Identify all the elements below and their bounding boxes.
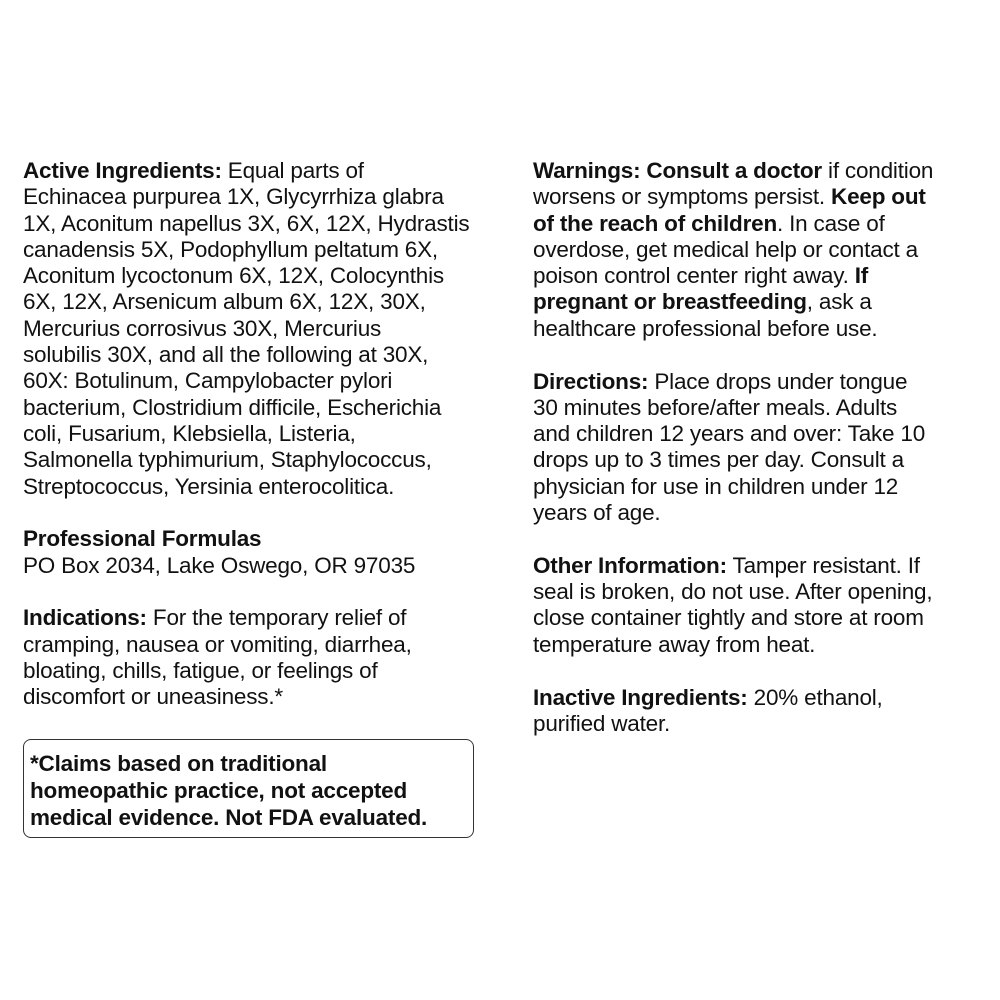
directions-line: 30 minutes before/after meals. Adults [533,394,898,420]
warnings-line: healthcare professional before use. [533,315,878,341]
inactive-ingredients-label: Inactive Ingredients: [533,684,748,710]
warnings-line: Warnings: Consult a doctor if condition [533,158,934,183]
warnings-line: overdose, get medical help or contact a [533,236,918,262]
company-name: Professional Formulas [23,526,262,552]
left-column [23,158,515,838]
active-ingredients-line: Aconitum lycoctonum 6X, 12X, Colocynthis [23,263,444,289]
directions-line: and children 12 years and over: Take 10 [533,421,926,447]
active-ingredients-line: coli, Fusarium, Klebsiella, Listeria, [23,420,356,446]
company-section [23,526,515,579]
other-information-line: temperature away from heat. [533,631,816,657]
right-column [533,158,983,764]
active-ingredients-line: Echinacea purpurea 1X, Glycyrrhiza glabra [23,184,444,210]
company-address: PO Box 2034, Lake Oswego, OR 97035 [23,552,416,578]
active-ingredients-line: Streptococcus, Yersinia enterocolitica. [23,473,395,499]
indications-line: discomfort or uneasiness.* [23,684,283,710]
active-ingredients-line: solubilis 30X, and all the following at 30X, [23,342,429,368]
other-information-section [533,553,983,658]
indications-section [23,605,515,710]
directions-line: Directions: Place drops under tongue [533,368,908,394]
directions-label: Directions: [533,368,649,394]
directions-line: physician for use in children under 12 [533,473,899,499]
claims-line: homeopathic practice, not accepted [30,777,408,803]
warnings-line: worsens or symptoms persist. Keep out [533,184,926,210]
active-ingredients-line: Salmonella typhimurium, Staphylococcus, [23,447,432,473]
indications-label: Indications: [23,605,147,631]
active-ingredients-section [23,158,515,500]
warnings-line: pregnant or breastfeeding, ask a [533,289,872,315]
active-ingredients-line: 6X, 12X, Arsenicum album 6X, 12X, 30X, [23,289,426,315]
active-ingredients-line: Mercurius corrosivus 30X, Mercurius [23,315,382,341]
other-information-line: Other Information: Tamper resistant. If [533,552,920,578]
claims-line: medical evidence. Not FDA evaluated. [30,804,428,830]
indications-line: Indications: For the temporary relief of [23,605,407,631]
directions-section [533,369,983,527]
indications-line: cramping, nausea or vomiting, diarrhea, [23,631,412,657]
active-ingredients-line: Active Ingredients: Equal parts of [23,158,364,183]
inactive-ingredients-line: purified water. [533,710,671,736]
inactive-ingredients-line: Inactive Ingredients: 20% ethanol, [533,684,883,710]
directions-line: years of age. [533,500,661,526]
other-information-line: seal is broken, do not use. After opening, [533,579,933,605]
active-ingredients-line: 1X, Aconitum napellus 3X, 6X, 12X, Hydrastis [23,210,470,236]
active-ingredients-line: 60X: Botulinum, Campylobacter pylori [23,368,393,394]
inactive-ingredients-section [533,685,983,738]
claims-line: *Claims based on traditional [30,750,327,776]
warnings-section [533,158,983,342]
other-information-line: close container tightly and store at room [533,605,924,631]
claims-disclaimer-box [23,739,474,838]
other-information-label: Other Information: [533,552,727,578]
active-ingredients-line: canadensis 5X, Podophyllum peltatum 6X, [23,236,438,262]
warnings-line: poison control center right away. If [533,263,869,289]
warnings-label: Warnings: [533,158,641,183]
active-ingredients-line: bacterium, Clostridium difficile, Escherichia [23,394,442,420]
indications-line: bloating, chills, fatigue, or feelings of [23,658,378,684]
active-ingredients-label: Active Ingredients: [23,158,222,183]
directions-line: drops up to 3 times per day. Consult a [533,447,904,473]
warnings-line: of the reach of children. In case of [533,210,885,236]
